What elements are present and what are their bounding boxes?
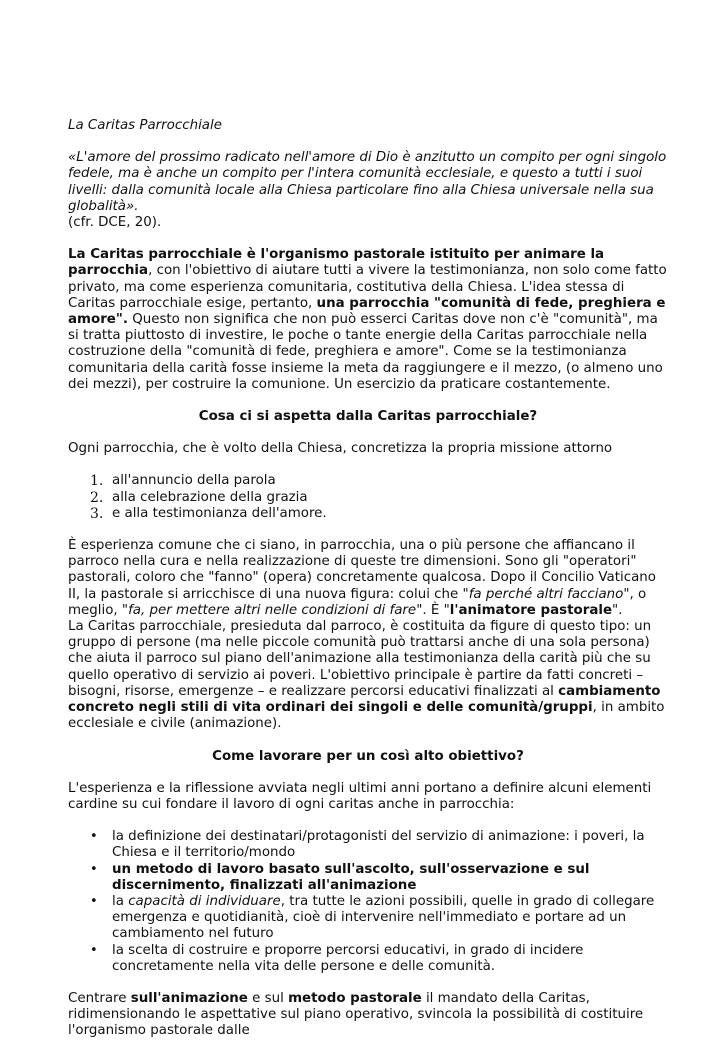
paragraph-composition-text-1: La Caritas parrocchiale, presieduta dal parroco, è costituita da figure di questo tipo: un gruppo di persone (ma nelle piccole comunità può trattarsi anche di una sola persona) che aiuta il parroco sul piano dell'animazione alla testimonianza della carità più che su quello operativo di servizio ai poveri. L'obiettivo principale è partire da fatti concreti – bisogni, risorse, emergenze – e realizzare percorsi educativi finalizzati al [68, 619, 652, 699]
elements-list [68, 829, 668, 975]
list-item-text: all'annuncio della parola [112, 473, 276, 489]
list-item [68, 862, 668, 894]
paragraph-animator-text-3: ". È " [416, 602, 450, 618]
list-item-text-2: , tra tutte le azioni possibili, quelle in grado di collegare emergenza e quotidianità, cioè di intervenire nell'immediato e portare ad un cambiamento nel futuro [112, 893, 655, 942]
paragraph-animator-bold: l'animatore pastorale [449, 602, 613, 618]
list-item [68, 894, 668, 943]
section-heading-method: Come lavorare per un così alto obiettivo? [212, 748, 524, 764]
list-item-text: e alla testimonianza dell'amore. [112, 505, 327, 521]
list-item [68, 829, 668, 861]
list-item-number: 2. [90, 489, 104, 506]
document-title: La Caritas Parrocchiale [68, 118, 222, 133]
paragraph-animator-italic-1: fa perché altri facciano [468, 586, 624, 602]
paragraph-animator-text-4: ". [612, 602, 623, 618]
list-item [68, 490, 668, 506]
paragraph-caritas-composition [68, 619, 668, 732]
paragraph-definition-text-2: Questo non significa che non può esserci Caritas dove non c'è "comunità", ma si tratta piuttosto di investire, le poche o tante energie della Caritas parrocchiale nella costruzione della "comunità di fede, preghiera e amore". Come se la testimonianza comunitaria della carità fosse insieme la meta da raggiungere e il mezzo, (o almeno uno dei mezzi), per costruire la comunione. Un esercizio da praticare costantemente. [68, 312, 663, 392]
paragraph-mandate-text-1: Centrare [68, 990, 131, 1006]
list-item-text: un metodo di lavoro basato sull'ascolto, sull'osservazione e sul discernimento, finalizzati all'animazione [112, 861, 590, 893]
bullet-icon: • [90, 829, 98, 845]
bullet-icon: • [90, 861, 98, 877]
paragraph-composition-bold: cambiamento concreto negli stili di vita ordinari dei singoli e delle comunità/gruppi [68, 683, 661, 716]
paragraph-animator-text-2: ", o meglio, " [68, 586, 647, 618]
paragraph-mandate-bold-2: metodo pastorale [288, 990, 422, 1006]
bullet-icon: • [90, 942, 98, 958]
quote-reference: (cfr. DCE, 20). [68, 215, 162, 231]
paragraph-animator-italic-2: fa, per mettere altri nelle condizioni di fare [128, 602, 417, 618]
list-item-number: 3. [90, 505, 104, 522]
list-item [68, 943, 668, 975]
list-item [68, 506, 668, 522]
list-item-text-1: la [112, 893, 129, 909]
list-item-text: la definizione dei destinatari/protagonisti del servizio di animazione: i poveri, la Chiesa e il territorio/mondo [112, 829, 645, 861]
paragraph-animator-text-1: È esperienza comune che ci siano, in parrocchia, una o più persone che affiancano il parroco nella cura e nella realizzazione di queste tre dimensioni. Sono gli "operatori" pastorali, coloro che "fanno" (opera) concretamente qualcosa. Dopo il Concilio Vaticano II, la pastorale si arricchisce di una nuova figura: colui che " [68, 538, 656, 602]
paragraph-animator [68, 538, 668, 619]
paragraph-mission: Ogni parrocchia, che è volto della Chiesa, concretizza la propria missione attorno [68, 441, 613, 457]
paragraph-mandate [68, 991, 668, 1040]
paragraph-definition-bold-1: La Caritas parrocchiale è l'organismo pastorale istituito per animare la parrocchia [68, 247, 605, 279]
mission-list [68, 473, 668, 522]
paragraph-mandate-text-3: il mandato della Caritas, ridimensionando le aspettative sul piano operativo, svincola la possibilità di costituire l'organismo pastorale dalle [68, 990, 644, 1039]
bullet-icon: • [90, 893, 98, 909]
paragraph-definition-text-1: , con l'obiettivo di aiutare tutti a vivere la testimonianza, non solo come fatto privato, ma come esperienza comunitaria, costitutiva della Chiesa. L'idea stessa di Caritas parrocchiale esige, pertanto, [68, 263, 667, 311]
paragraph-definition-bold-2: una parrocchia "comunità di fede, preghiera e amore". [68, 295, 666, 328]
quote-text: «L'amore del prossimo radicato nell'amore di Dio è anzitutto un compito per ogni singolo fedele, ma è anche un compito per l'intera comunità ecclesiale, e questo a tutti i suoi livelli: dalla comunità locale alla Chiesa particolare fino alla Chiesa universale nella sua globalità». [68, 150, 667, 214]
list-item-text: la scelta di costruire e proporre percorsi educativi, in grado di incidere concretamente nella vita delle persone e delle comunità. [112, 942, 584, 974]
list-item-italic: capacità di individuare [128, 893, 281, 909]
paragraph-mandate-text-2: e sul [247, 990, 289, 1006]
list-item-text: alla celebrazione della grazia [112, 489, 308, 505]
paragraph-definition [68, 247, 668, 393]
section-heading-expectations: Cosa ci si aspetta dalla Caritas parrocchiale? [198, 409, 538, 425]
document-page [68, 118, 668, 1040]
list-item-number: 1. [90, 473, 104, 490]
paragraph-composition-text-2: , in ambito ecclesiale e civile (animazione). [68, 700, 665, 732]
list-item [68, 473, 668, 489]
paragraph-elements: L'esperienza e la riflessione avviata negli ultimi anni portano a definire alcuni elementi cardine su cui fondare il lavoro di ogni caritas anche in parrocchia: [68, 780, 652, 812]
paragraph-mandate-bold-1: sull'animazione [130, 990, 248, 1006]
